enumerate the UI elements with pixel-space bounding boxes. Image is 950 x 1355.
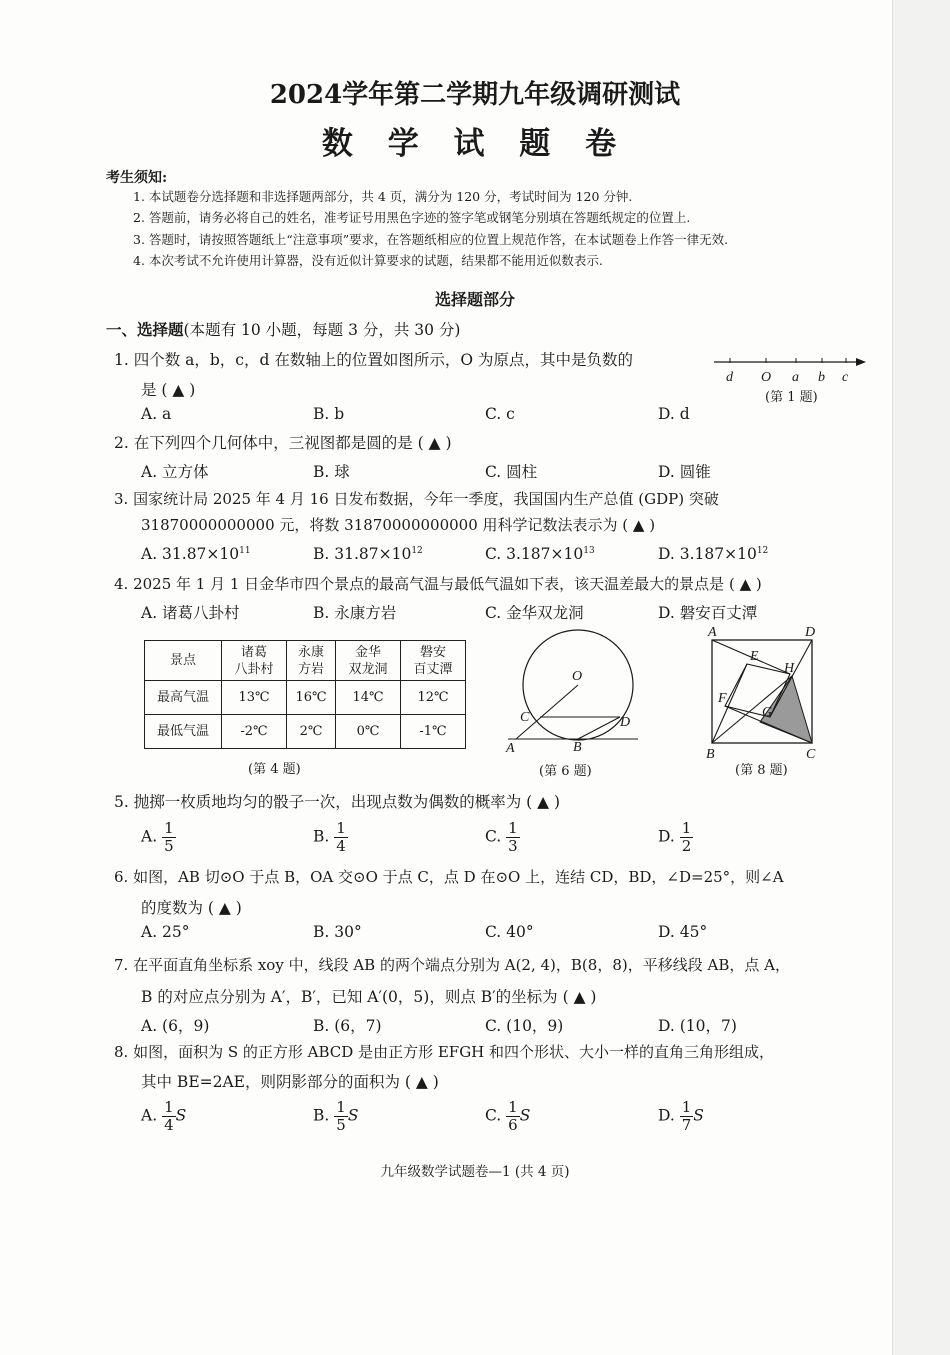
q1-text: 1. 四个数 a，b，c，d 在数轴上的位置如图所示，O 为原点，其中是负数的 bbox=[114, 351, 633, 369]
label-a: A bbox=[708, 625, 717, 640]
q1-option-d: D. d bbox=[658, 405, 690, 423]
numerator: 1 bbox=[164, 1098, 174, 1116]
label-b: B bbox=[573, 740, 582, 755]
q4-option-b: B. 永康方岩 bbox=[313, 604, 397, 622]
label-d: d bbox=[726, 370, 733, 385]
q3-option-c bbox=[485, 545, 595, 563]
col-header-line: 百丈潭 bbox=[413, 661, 453, 677]
fraction bbox=[334, 820, 348, 855]
q4-caption: (第 4 题) bbox=[248, 762, 301, 777]
q1-option-c: C. c bbox=[485, 405, 515, 423]
label-o: O bbox=[761, 370, 772, 385]
table-row bbox=[145, 715, 466, 749]
q8-text-2: 其中 BE=2AE，则阴影部分的面积为 ( ▲ ) bbox=[141, 1073, 439, 1091]
label-h: H bbox=[784, 661, 795, 676]
note-item: 2. 答题前，请务必将自己的姓名，准考证号用黑色字迹的签字笔或钢笔分别填在答题纸规定的位置上. bbox=[133, 210, 691, 225]
number-line-arrow bbox=[856, 358, 866, 366]
q4-temperature-table bbox=[144, 640, 466, 749]
table-col-header bbox=[336, 641, 401, 681]
table-col-header bbox=[401, 641, 466, 681]
numerator: 1 bbox=[508, 819, 518, 837]
label-a: A bbox=[506, 741, 515, 756]
label-b: b bbox=[818, 370, 825, 385]
q1-caption: (第 1 题) bbox=[765, 390, 818, 405]
label-b: B bbox=[706, 747, 715, 762]
denominator: 7 bbox=[681, 1116, 692, 1134]
q4-option-c: C. 金华双龙洞 bbox=[485, 604, 584, 622]
denominator: 5 bbox=[164, 837, 174, 855]
q2-option-a: A. 立方体 bbox=[141, 463, 209, 481]
label-c: c bbox=[842, 370, 849, 385]
fraction bbox=[506, 820, 520, 855]
q7-option-a: A. (6，9) bbox=[141, 1017, 210, 1035]
option-letter: B. bbox=[313, 1106, 330, 1125]
q3-option-b-base: B. 31.87×10 bbox=[313, 545, 412, 563]
col-header-line: 金华 bbox=[354, 644, 381, 660]
label-c: C bbox=[520, 710, 530, 725]
q3-option-b bbox=[313, 545, 423, 563]
label-d: D bbox=[620, 715, 631, 730]
q8-square-figure bbox=[700, 622, 830, 762]
q7-option-d: D. (10，7) bbox=[658, 1017, 737, 1035]
table-header-row bbox=[145, 641, 466, 681]
table-cell: -1℃ bbox=[401, 715, 466, 749]
table-col-header bbox=[222, 641, 287, 681]
option-letter: D. bbox=[658, 827, 675, 846]
q4-option-d: D. 磐安百丈潭 bbox=[658, 604, 758, 622]
denominator: 6 bbox=[508, 1116, 518, 1134]
q8-text: 8. 如图，面积为 S 的正方形 ABCD 是由正方形 EFGH 和四个形状、大小一样的直角三角形组成， bbox=[114, 1043, 775, 1061]
col-header-line: 磐安 bbox=[419, 644, 446, 660]
q7-option-b: B. (6，7) bbox=[313, 1017, 382, 1035]
col-header-line: 双龙洞 bbox=[348, 661, 388, 677]
part-heading-label: 一、选择题 bbox=[106, 320, 184, 339]
option-letter: C. bbox=[485, 1106, 502, 1125]
denominator: 4 bbox=[164, 1116, 174, 1134]
q5-text: 5. 抛掷一枚质地均匀的骰子一次，出现点数为偶数的概率为 ( ▲ ) bbox=[114, 793, 561, 811]
numerator: 1 bbox=[336, 1098, 346, 1116]
q2-option-d: D. 圆锥 bbox=[658, 463, 711, 481]
fraction bbox=[680, 820, 694, 855]
option-letter: C. bbox=[485, 827, 502, 846]
option-letter: A. bbox=[141, 1106, 158, 1125]
table-col-header bbox=[287, 641, 336, 681]
q7-text: 7. 在平面直角坐标系 xoy 中，线段 AB 的两个端点分别为 A(2, 4)，B(8，8)，平移线段 AB，点 A， bbox=[114, 956, 790, 974]
numerator: 1 bbox=[681, 819, 692, 837]
table-cell: 0℃ bbox=[336, 715, 401, 749]
q1-number-line-figure bbox=[700, 350, 880, 410]
q3-option-a-exp: 11 bbox=[239, 545, 251, 556]
q6-text-2: 的度数为 ( ▲ ) bbox=[141, 899, 242, 917]
note-item: 1. 本试题卷分选择题和非选择题两部分，共 4 页，满分为 120 分，考试时间为 120 分钟. bbox=[133, 189, 633, 204]
area-symbol: S bbox=[347, 1106, 359, 1125]
table-cell: -2℃ bbox=[222, 715, 287, 749]
col-header-line: 诸葛 bbox=[240, 644, 267, 660]
note-item: 4. 本次考试不允许使用计算器，没有近似计算要求的试题，结果都不能用近似数表示. bbox=[133, 253, 603, 268]
numerator: 1 bbox=[508, 1098, 518, 1116]
option-letter: D. bbox=[658, 1106, 675, 1125]
table-cell: 13℃ bbox=[222, 681, 287, 715]
table-row bbox=[145, 681, 466, 715]
area-symbol: S bbox=[175, 1106, 187, 1125]
notes-heading: 考生须知: bbox=[106, 170, 168, 186]
q5-option-c bbox=[485, 820, 520, 855]
q8-option-d bbox=[658, 1099, 704, 1134]
denominator: 4 bbox=[336, 837, 346, 855]
area-symbol: S bbox=[693, 1106, 704, 1125]
page-edge bbox=[892, 0, 950, 1355]
q1-option-a: A. a bbox=[141, 405, 172, 423]
denominator: 2 bbox=[681, 837, 692, 855]
q3-text-2: 31870000000000 元，将数 31870000000000 用科学记数法表示为 ( ▲ ) bbox=[141, 516, 656, 534]
q8-option-b bbox=[313, 1099, 358, 1134]
q1-text-2: 是 ( ▲ ) bbox=[141, 381, 196, 399]
label-d: D bbox=[805, 625, 816, 640]
col-header-line: 永康 bbox=[297, 644, 324, 660]
q3-option-c-base: C. 3.187×10 bbox=[485, 545, 584, 563]
option-letter: B. bbox=[313, 827, 330, 846]
q8-caption: (第 8 题) bbox=[735, 763, 788, 778]
q3-option-d bbox=[658, 545, 768, 563]
q6-option-b: B. 30° bbox=[313, 923, 362, 941]
fraction bbox=[162, 1099, 176, 1134]
page-footer: 九年级数学试题卷—1 (共 4 页) bbox=[380, 1164, 570, 1180]
q2-option-b: B. 球 bbox=[313, 463, 350, 481]
area-symbol: S bbox=[519, 1106, 531, 1125]
col-header-line: 方岩 bbox=[297, 661, 324, 677]
fraction bbox=[334, 1099, 348, 1134]
q3-option-b-exp: 12 bbox=[411, 545, 423, 556]
fraction bbox=[680, 1099, 694, 1134]
q3-option-d-base: D. 3.187×10 bbox=[658, 545, 757, 563]
fraction bbox=[162, 820, 176, 855]
row-label: 最高气温 bbox=[145, 681, 222, 715]
q3-option-a-base: A. 31.87×10 bbox=[141, 545, 240, 563]
numerator: 1 bbox=[164, 819, 174, 837]
table-cell: 16℃ bbox=[287, 681, 336, 715]
q6-text: 6. 如图，AB 切⊙O 于点 B，OA 交⊙O 于点 C，点 D 在⊙O 上，连结 CD，BD，∠D=25°，则∠A bbox=[114, 868, 784, 886]
exam-subtitle: 数 学 试 题 卷 bbox=[321, 126, 629, 162]
part-heading bbox=[106, 318, 460, 340]
table-corner: 景点 bbox=[145, 641, 222, 681]
q6-option-a: A. 25° bbox=[141, 923, 190, 941]
q7-option-c: C. (10，9) bbox=[485, 1017, 564, 1035]
q2-text: 2. 在下列四个几何体中，三视图都是圆的是 ( ▲ ) bbox=[114, 434, 452, 452]
table-cell: 12℃ bbox=[401, 681, 466, 715]
row-label: 最低气温 bbox=[145, 715, 222, 749]
label-e: E bbox=[750, 649, 759, 664]
label-o: O bbox=[572, 669, 583, 684]
q3-option-c-exp: 13 bbox=[583, 545, 595, 556]
q1-option-b: B. b bbox=[313, 405, 345, 423]
q6-option-d: D. 45° bbox=[658, 923, 708, 941]
q6-circle-figure bbox=[500, 628, 650, 758]
q8-option-c bbox=[485, 1099, 530, 1134]
table-cell: 2℃ bbox=[287, 715, 336, 749]
q6-caption: (第 6 题) bbox=[539, 764, 592, 779]
table-cell: 14℃ bbox=[336, 681, 401, 715]
q5-option-a bbox=[141, 820, 176, 855]
fraction bbox=[506, 1099, 520, 1134]
q2-option-c: C. 圆柱 bbox=[485, 463, 538, 481]
q3-text: 3. 国家统计局 2025 年 4 月 16 日发布数据，今年一季度，我国国内生产总值 (GDP) 突破 bbox=[114, 490, 719, 508]
denominator: 3 bbox=[508, 837, 518, 855]
numerator: 1 bbox=[681, 1098, 692, 1116]
option-letter: A. bbox=[141, 827, 158, 846]
col-header-line: 八卦村 bbox=[234, 661, 274, 677]
q6-option-c: C. 40° bbox=[485, 923, 534, 941]
exam-title: 2024学年第二学期九年级调研测试 bbox=[269, 80, 681, 110]
q8-option-a bbox=[141, 1099, 186, 1134]
q4-text: 4. 2025 年 1 月 1 日金华市四个景点的最高气温与最低气温如下表，该天温差最大的景点是 ( ▲ ) bbox=[114, 575, 762, 593]
q5-option-d bbox=[658, 820, 693, 855]
q4-option-a: A. 诸葛八卦村 bbox=[141, 604, 240, 622]
q3-option-d-exp: 12 bbox=[756, 545, 769, 556]
q7-text-2: B 的对应点分别为 A′，B′，已知 A′(0，5)，则点 B′的坐标为 ( ▲ ) bbox=[141, 988, 597, 1006]
label-f: F bbox=[718, 691, 727, 706]
q3-option-a bbox=[141, 545, 251, 563]
note-item: 3. 答题时，请按照答题纸上“注意事项”要求，在答题纸相应的位置上规范作答，在本试题卷上作答一律无效. bbox=[133, 232, 729, 247]
section-title: 选择题部分 bbox=[434, 290, 515, 309]
label-g: G bbox=[762, 705, 773, 720]
numerator: 1 bbox=[336, 819, 346, 837]
label-a: a bbox=[792, 370, 799, 385]
label-c: C bbox=[806, 747, 816, 762]
q5-option-b bbox=[313, 820, 348, 855]
denominator: 5 bbox=[336, 1116, 346, 1134]
part-heading-desc: (本题有 10 小题，每题 3 分，共 30 分) bbox=[183, 321, 461, 339]
